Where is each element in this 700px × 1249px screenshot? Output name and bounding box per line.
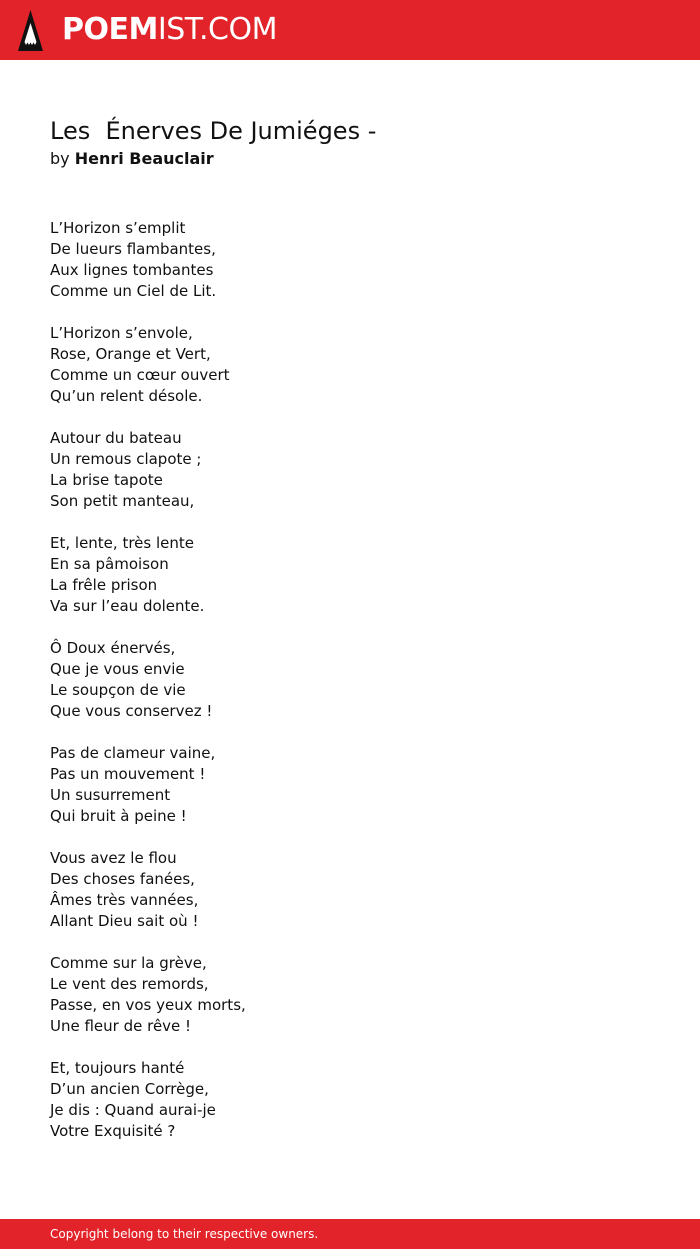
poem-stanza [50,1058,650,1142]
poem-line: Ô Doux énervés, [50,639,176,657]
poem-line: La brise tapote [50,471,163,489]
poem-stanza [50,743,650,827]
poem-stanza [50,323,650,407]
poem-line: Vous avez le flou [50,849,177,867]
poem-line: Le vent des remords, [50,975,209,993]
poem-line: Pas de clameur vaine, [50,744,216,762]
site-header [0,0,700,60]
poem-stanza [50,218,650,302]
poem-line: En sa pâmoison [50,555,169,573]
poem-line: Comme sur la grève, [50,954,207,972]
poem-line: Comme un cœur ouvert [50,366,230,384]
poem-stanza [50,533,650,617]
poem-line: Son petit manteau, [50,492,195,510]
poem-line: Passe, en vos yeux morts, [50,996,246,1014]
poem-title: Les Énerves De Jumiéges - [50,117,377,145]
logo-rest-text: IST.COM [157,12,277,47]
poem-line: Que je vous envie [50,660,185,678]
poem-line: Le soupçon de vie [50,681,186,699]
poem-line: Va sur l’eau dolente. [50,597,205,615]
poem-stanza [50,638,650,722]
poem-line: Des choses fanées, [50,870,195,888]
copyright-text: Copyright belong to their respective owners. [50,1227,319,1241]
poem-line: Un remous clapote ; [50,450,202,468]
poem-line: Une fleur de rêve ! [50,1017,192,1035]
poem-line: Rose, Orange et Vert, [50,345,211,363]
poem-line: L’Horizon s’envole, [50,324,193,342]
poem-line: Je dis : Quand aurai-je [50,1101,216,1119]
poem-line: La frêle prison [50,576,158,594]
poem-line: Aux lignes tombantes [50,261,214,279]
poem-line: Et, toujours hanté [50,1059,185,1077]
poem-line: D’un ancien Corrège, [50,1080,209,1098]
poem-stanza [50,848,650,932]
poem-body [50,218,650,1163]
poem-stanza [50,428,650,512]
poem-line: L’Horizon s’emplit [50,219,186,237]
poem-line: Allant Dieu sait où ! [50,912,199,930]
poem-line: Autour du bateau [50,429,182,447]
logo-strong-text: POEM [62,12,158,47]
site-footer [0,1219,700,1249]
poem-stanza [50,953,650,1037]
poem-line: Comme un Ciel de Lit. [50,282,217,300]
poem-line: Votre Exquisité ? [50,1122,176,1140]
poem-line: De lueurs flambantes, [50,240,216,258]
poem-line: Qu’un relent désole. [50,387,203,405]
poem-line: Et, lente, très lente [50,534,194,552]
by-label: by [50,149,70,168]
pen-nib-icon [17,9,44,52]
poem-byline [50,149,214,169]
poem-line: Un susurrement [50,786,171,804]
poem-line: Âmes très vannées, [50,891,199,909]
poem-line: Que vous conservez ! [50,702,213,720]
site-logo[interactable] [62,10,277,50]
poem-author: Henri Beauclair [74,149,214,168]
poem-line: Pas un mouvement ! [50,765,206,783]
poem-line: Qui bruit à peine ! [50,807,187,825]
